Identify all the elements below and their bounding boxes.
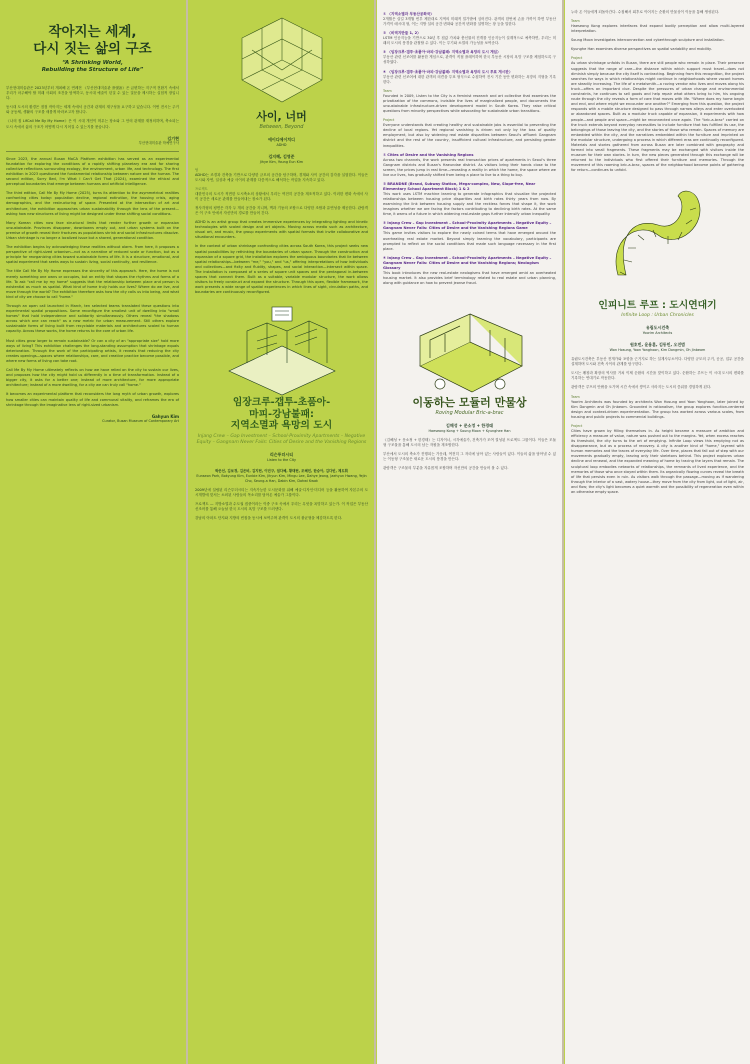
infinite-project-en: Cities have grown by filling themselves in. As height became a measure of ambition and efficiency a measure of value, nature was pushed out to the margins. Yet, when excess reaches its threshold, the city turns to the art of emptying. Infinite Loop views this emptying not as disappearance, but as a process of recovery. A city is another kind of "home," layered with human memories and the traces of everyday life. Over time, places that fall out of step with our movements gradually empty, leaving only their skeletons behind. This project explores urban decline and renewal, and the expanded meaning of home by tracing the layers that remain. The sculptural loop embodies networks of relationships, the remnants of lived experience, and the memories of those who once stayed within them. Its organically flowing curves reveal the breath of life that persists even in ruin. As visitors walk through the passage—moving as if wandering through the interior of a vast, watery house—they move from the city from light, out of light, air, and flow; the city's light becomes a quiet warmth and the possibility of regeneration even within an otherwise empty space.: [571, 428, 744, 494]
adhd-project-label: 프로젝트: [195, 186, 208, 191]
intro-body-en-8: Call Me By My Home ultimately reflects on how we have relied on the city to sustain our lives, and proposes how the city might hold us differently in a time of transformation. Instead of a bigger city, it asks for a better one; instead of more architecture, for more appropriate architecture; instead of a more dwelling, for a city we can truly call "home.": [6, 368, 179, 388]
listen-title-en: Injang Crew – Gap Investment – School-Proximity Apartments – Negative Equity – Gangnam Never Fails: Cities of Desire and the Vanishing Regions: [196, 433, 367, 445]
adhd-body-kr-3: 정사각형의 평면은 각각 두 개의 공간을 지니며, 벽과 기둥의 조합으로 다양한 조합과 유연성을 제공한다. 관람객은 이 구조 안에서 자신만의 경로를 만들어 간다.: [195, 205, 368, 215]
listen-team-en: Founded in 2009, Listen to the City is a feminist research and art collective that examines the privatization of the commons, invisible the lives of marginalized people, and documents the unsustainable infrastructure-driven development model in South Korea. They raise critical questions from minority perspectives while advocating for sustainable urban transitions.: [383, 93, 556, 114]
works-column-right: [565, 0, 750, 1064]
works-column-middle: [377, 0, 562, 1064]
listen-work2-title-kr: ② 〈비역지반들 1, 2〉: [383, 31, 421, 36]
listen-body-kr-3: 강남의 아파트 단지와 지방의 빈집을 동시에 보여주며 관객이 도시의 불균형을 체감하도록 한다.: [195, 516, 343, 521]
bric-body-kr-2: 부산에서 도시의 축소가 진행되는 가운데, 여전히 그 자리에 남아 있는 사람들이 있다. 이들의 삶을 담아낼 수 있는 이동형 구조물은 새로운 도시의 풍경을 만든다.: [383, 451, 556, 461]
intro-signature-kr-role: 부산현대미술관 학예연구사: [138, 141, 179, 146]
bric-continued-kr: 누라 온 이들에게 되돌아간다. 수집해서 회후로 이어지는 순환의 만물상이 이동을 통해 생성된다.: [571, 10, 720, 14]
listen-work3-title-en: ③ Injang Crew – Gap Investment – School-Proximity Apartments – Negative Equity – Gangnam Never Fails: Cities of Desire and the Vanishing Regions Game: [383, 221, 552, 231]
bric-team-label: Team: [571, 19, 580, 24]
intro-column: [0, 0, 185, 1064]
listen-work3-title-kr: ③ 〈임장크루-갭투-초품아-마피-강남불패: 지역소멸과 욕망의 도시 게임〉: [383, 50, 501, 55]
listen-to-the-city-illustration: [217, 301, 347, 397]
listen-work1-body-kr: 2개월은 살길 3개월 빈부 제한대로 지역의 미래적 밀가밭에 심어진다. 관객의 한번에 손을 가까이 하면 부동산 가격이 매시대 형, 이는 지방 설의 공간 변화와 공간적 변화를 설명하는 창 등을 말한다.: [383, 17, 556, 27]
bric-team-en-2: Soung Moon investigates interconnection and cyberthrough sculpture and installation.: [571, 38, 725, 43]
listen-project-label: Project: [383, 118, 395, 123]
infinite-team-en: Yoorim Architects was founded by architects Won Hosung and Yoon Yonghoon, later joined by Kim Dongmin and Oh Jinbeom. Grounded in rationalism, the group explores function-centered design and context-driven experimentation. The group has worked across various scales, from housing and public projects to commercial buildings.: [571, 399, 744, 419]
listen-work2-title-en: ② BRANDNE (Brand, Subway Station, Mega-complex, New, Slope-free, Near Elementary School Apartment Block) 1 & 2: [383, 181, 536, 191]
intro-title-kr-line2: 다시 짓는 삶의 구조: [33, 41, 152, 57]
adhd-title-kr: 사이, 너머: [256, 110, 307, 123]
listen-project-en: Everyone understands that creating healthy and sustainable jobs is essential to preventing the decline of local regions. Yet regional vanishing is driven not only by the loss of quality employment, but also by widening real estate disparities between Seoul's affluent Gangnam district and the rest of the country, insufficient cultural infrastructure, and persisting gender inequalities.: [383, 123, 556, 148]
listen-title-kr-line2: 마피-강남불패:: [249, 408, 314, 420]
infinite-body-kr-3: 관람객은 루프의 안팎을 오가며 시간 속에서 쌓이고 사라지는 도시의 층위를 경험하게 된다.: [571, 385, 712, 390]
adhd-title-en: Between, Beyond: [259, 124, 304, 130]
adhd-body-kr-2: 대한민국의 도시가 직면한 도시축소의 상황에서 우리는 여전히 공간을 재조직하고 있다. 이러한 변화 속에서 사이 공간은 새로운 관계를 만들어내는 장소가 된다.: [195, 191, 368, 201]
infinite-body-kr-2: 도시는 팽창과 확장의 역사를 거쳐 이제 순환의 시간을 맞이하고 있다. 순환하는 루프는 이 시대 도시의 변화를 기록하는 연대기로 작동한다.: [571, 371, 744, 381]
bric-project-en: As urban shrinkage unfolds in Busan, there are still people who remain in place. Their presence suggests that the range of care—the distance within which support must travel—does not diminish simply because the city itself is contracting. Beginning from this recognition, the project searches for ways in which relationships might continue in neighborhoods where vacant homes are steadily increasing. The life of a metalsmith—a roving vendor who lives and moves along his truck—offers an important clue. Despite the pressures of urban change and environmental constraints, he continues to sell goods and help repair what others bring to him, his ongoing route through the city reveals a form of care that moves with life. "Where does my home begin and end, and where might we encounter one another?" Emerging from this question, the project responds with a mobile structure designed to pass through narrow alleys and enter overlooked or abandoned spaces. Built as a modular truck capable of expansion, it experiments with how people—and people and space—might be reconnected once again. The "bric-a-brac" carried on the truck extends beyond everyday necessities to include furniture that has fulfilled its use, the belongings of those leaving the city, and the stories of those who remain. Spaces of memory are embedded within the city, and the narratives embedded within the furniture and imprinted on the modular structure, undergoing a process in which different eras are continually reconfigured. Materials and stories gathered from across Busan are later combined with geography and formed into small fragments. These fragments may be exchanged with visitors inside the museum for their own stories. In turn, the new pieces generated through this exchange will be returned to the individuals who first offered their furniture and memories. Through the movement of this roaming bric-a-brac, spaces of the neighborhood become points of gathering for return—continues to unfold.: [571, 61, 744, 173]
listen-work4-title-en: ④ Injang Crew – Gap Investment – School-Proximity Apartments – Negative Equity – Gangnam Never Fails: Cities of Desire and the Vanishing Regions; Neologism Glossary: [383, 255, 552, 270]
listen-body-kr-1: 2009년에 설립된 리슨투더시티는 지속가능한 도시문화를 위해 예술·디자인·미디어 등을 활용하여 자본주의 도시개발에 맞서는 소외된 사람들의 목소리를 담아온 예술가 그룹이다.: [195, 487, 368, 497]
listen-work3-body-kr: 부동산 관련 신조어를 활용한 게임으로, 관객이 직접 플레이하며 한국 부동산 시장의 욕망 구조를 체험하도록 구성하였다.: [383, 55, 556, 65]
adhd-studio-en: ADHD: [276, 142, 287, 147]
listen-work3-body-en: This game invites visitors to explore the newly coined terms that have emerged around the overheating real estate market. Beyond simply learning the vocabulary, participants are prompted to reflect on the social conditions that made such language necessary in the first place.: [383, 231, 556, 251]
adhd-team-label: 팀: [195, 167, 199, 172]
intro-body-en-3: Many Korean cities now face structural limits that render further growth or expansion unsustainable. Provinces disappear, downtowns empty out, and urban systems built on the premise of growth reveal their fractures as populations shrink and social infrastructures dissolve. Urban shrinkage is no longer a localized issue but a shared, generational condition.: [6, 220, 179, 240]
intro-body-en-1: Since 2023, the annual Busan MoCA Platform exhibition has served as an experimental foundation for exploring the conditions of a rapidly shifting planetary era and for sharing collective reflections surrounding ecology, the environment, urban life, and technology. The first exhibition in 2023 questioned the fundamental relationship between nature and the human. The second edition, Sorry Bed, I'm What I Can't Get That (2024), examined the ethical and perceptual boundaries that emerge between humans and artificial intelligence.: [6, 156, 179, 187]
column-divider: [562, 0, 564, 1064]
listen-studio-kr: 리슨투더시티: [269, 451, 294, 457]
works-column-left: [189, 0, 374, 1064]
column-divider: [374, 0, 376, 1064]
infinite-authors-en: Won Hosung, Yoon Yonghoon, Kim Dongmin, Oh Jinbeom: [609, 348, 706, 353]
bric-body-kr-3: 관람객은 구조물의 부분을 자유롭게 조합하며 자신만의 공간을 만들어 볼 수 있다.: [383, 465, 509, 470]
bric-title-kr: 이동하는 모듈러 만물상: [412, 396, 527, 410]
adhd-team-en: ADHD is an artist group that creates immersive experiences by integrating lighting and kinetic technologies with scaled design and art objects. Moving across media such as architecture, visual art, and music, the group experiments with spatial formats that invite collaborative and situational encounters.: [195, 220, 368, 240]
intro-signature-en-role: Curator, Busan Museum of Contemporary Art: [102, 419, 179, 424]
intro-body-kr-2: 동시대 도시의 환경은 점점 작아지는 세계 속에서 공간과 관계의 재구성을 요구하고 있습니다. 이번 전시는 주거와 공동체, 생활의 구조를 새롭게 바라보고자 합니다.: [6, 105, 179, 115]
bric-project-label: Project: [571, 56, 583, 61]
adhd-illustration: [227, 10, 337, 110]
intro-signature-en: Gahyun Kim: [151, 413, 179, 419]
listen-body-kr-2: 프로젝트 — 지방소멸과 수도권 집중이라는 이중 구조 속에서 우리는 무엇을 욕망하고 있는가. 이 작업은 부동산 신조어를 통해 오늘날 한국 도시의 욕망 구조를 드러낸다.: [195, 502, 368, 512]
listen-work2-body-en: This work uses LSTM machine learning to generate infographics that visualize the projected relationships between housing price disparities and birth rates thirty years from now. By examining the link between housing supply and the reckless forces that shape it, the work imagines whether we are facing the factors contributing to declining birth rates. At the same time, it warns of a future in which widening real-estate gaps further intensify urban inequality.: [383, 191, 556, 217]
infinite-project-label: Project: [571, 423, 583, 428]
intro-title-en-line1: “A Shrinking World,: [62, 60, 123, 66]
listen-work2-body-kr: LSTM 인공지능을 기반으로 30년 후 집값 가치와 충신률의 진개를 인공지능이 설계적으로 예측하면, 우리는 미래의 도시의 풍경을 관찰할 수 있다. 이는 투기와 소멸의 가능성을 보여준다.: [383, 36, 556, 46]
listen-work1-title-kr: ① 〈지역소멸과 부동산공화국〉: [383, 12, 434, 16]
listen-authors-en: Eunseon Park, Bokyung Kim, Eunbie Kim, Jihyun Kim, Mingu Lee, Dahye Jeong, Jaehyun Hwang, Yejin Cho, Seung-a Han, Dabin Kim, Dohwi Kwak: [196, 473, 367, 483]
bric-team-en-3: Kyunghe Han examines diverse perspectives on spatial variability and mobility.: [571, 47, 712, 52]
infinite-title-kr: 인피니트 루프 : 도시연대기: [598, 299, 717, 311]
intro-body-en-4: The exhibition begins by acknowledging these realities without alarm. From here, it proposes a perspective of right-sized urbanism—not as a narrative of reduced scale or function, but as a principle for reorganizing cities toward sustainable forms of life. It is a structure, emotional, and spatial experiment that seeks ways to sustain living, social continuity, and resilience.: [6, 245, 179, 265]
listen-team-label: Team: [383, 88, 392, 93]
listen-work4-title-kr: ④ 〈임장크루-갭투-초품아-마피-강남불패: 지역소멸과 욕망의 도시 투표 게시판〉: [383, 69, 513, 74]
listen-title-kr-line3: 지역소멸과 욕망의 도시: [230, 420, 333, 432]
listen-work1-body-en: Across two channels, the work presents real transaction prices of apartments in Seoul's three Gangnam districts and Busan's Haeundae district. As visitors bring their hands close to the screen, the prices jump in real time—revealing a reality in which the home, the space where we live our lives, has gradually shifted from being a place to live to a thing to buy.: [383, 157, 556, 177]
bric-a-brac-illustration: [400, 296, 540, 396]
listen-work4-body-en: This book introduces the new real-estate neologisms that have emerged amid an overheated housing market. It also provides brief terminology related to real estate and urban planning, along with guidance on how to prevent jeonse fraud.: [383, 270, 556, 285]
bric-authors-kr: 김해성 + 문소정 + 한경태: [445, 422, 494, 428]
listen-work4-body-kr: 부동산 관련 신조어에 대한 관객의 의견을 투표 형식으로 수집하여 전시 기간 동안 변화하는 욕망의 지형을 기록한다.: [383, 74, 556, 84]
infinite-studio-en: Yoorim Architects: [642, 331, 673, 336]
infinite-authors-kr: 원호빈, 윤용훈, 김동민, 오진범: [629, 342, 686, 348]
infinite-title-en: Infinite Loop : Urban Chronicles: [621, 313, 694, 319]
infinite-loop-illustration: [598, 180, 718, 300]
intro-divider: [6, 151, 179, 152]
listen-work1-title-en: ① Cities of Desire and the Vanishing Regions: [383, 152, 474, 157]
intro-body-kr-1: 부산현대미술관은 2023년부터 개최해 온 연례전 《부산현대미술관 플랫폼》은 급변하는 지구적 전환기 속에서 우리가 마주해야 할 미래 사회의 조건을 탐색하고, 동시대 예술이 던질 수 있는 질문을 제시하는 실험적 장입니다.: [6, 86, 179, 101]
infinite-studio-kr: 유림도시건축: [645, 325, 670, 331]
bric-title-en: Roving Modular Bric-a-brac: [435, 410, 504, 417]
column-divider: [186, 0, 188, 1064]
intro-signature-kr: 김기현: [167, 135, 179, 141]
intro-body-en-9: It becomes an experimental platform that reconsiders the long myth of urban growth, explores how smaller cities can maintain quality of life and communal vitality, and reframes the era of shrinkage through the imaginative lens of right-sized urbanism.: [6, 392, 179, 407]
bric-body-kr-1: 《김해성 + 문소정 + 한경태》는 디자이너, 시각예술가, 건축가가 모여 결성된 프로젝트 그룹이다. 이들은 모듈형 구조물을 통해 도시의 남는 자원을 재조합한다.: [383, 437, 556, 447]
infinite-team-label: Team: [571, 394, 580, 399]
listen-authors-kr: 박은선, 김보경, 김은비, 김지현, 이민구, 엄다혜, 황태현, 조혜민, 한승아, 김다빈, 제도휘: [215, 468, 348, 473]
intro-title-kr-line1: 작아지는 세계,: [48, 24, 137, 40]
intro-body-kr-3: 《나의 집 LifCall Me By My Home》은 이 시대 개인이 머무는 장소와 그 안의 관계를 재정의하며, 축소되는 도시 속에서 삶의 구조가 어떻게 다시 지어질 수 있는지를 묻습니다.: [6, 119, 179, 129]
intro-body-en-7: Must cities grow larger to remain sustainable? Or can a city of an "appropriate size" hold more ways of living? This exhibition challenges the long-standing assumption that shrinkage equals deterioration. Through the work of the participating artists, it reveals that reducing the city creates openings—spaces where relationships, care, and creative practice become possible, and where new forms of living can take root.: [6, 338, 179, 363]
listen-title-kr-line1: 임장크루-갭투-초품아-: [232, 397, 331, 409]
intro-body-en-6: Through an open call launched in March, ten selected teams translated these questions into experimental spatial propositions. Some reconfigure the smallest unit of dwelling into "small homes" that hold independence and solidarity simultaneously. Others reveal "the shadows across which one can reach" as a new metric for urban measurement. Still others explore sustainable forms of living built from recyclable materials and architectures scaled to human capacity. Across these works, the home returns to the core of urban life.: [6, 304, 179, 334]
adhd-authors-kr: 김지혜, 김영준: [268, 153, 295, 159]
adhd-project-en: In the context of urban shrinkage confronting cities across South Korea, this project seeks new spatial possibilities by rethinking the boundaries of urban space. Through the construction and expansion of a square grid, the installation explores the ambiguous boundaries that lie between spatial relationships—between "me," "you," and "us," offering interpretations of how individuals and collectives—and fixity and fluidity, shapes, and social interaction—intersect within space. The installation is composed of a series of square unit spaces and the pentagonal in-between spaces that connect them. Built as a suitable, variable modular structure, the work allows visitors to freely construct and expand the structure. Through this open, flexible framework, the work presents a wide range of spatial experiences in which lines of sight, circulation paths, and boundaries are continuously reconfigured.: [195, 244, 368, 295]
adhd-studio-kr: 에이디에이치디: [267, 136, 296, 142]
intro-body-en-2: The third edition, Call Me By My Home (2025), turns its attention to the asymmetrical realities confronting cities today: population decline, regional extinction, the housing crisis, aging demographics, and the restructuring of space. Presented at the intersection of art and architecture, the exhibition approaches urban sustainability through the lens of the present—asking how new structures of living might be designed under these shifting social conditions.: [6, 191, 179, 216]
listen-studio-en: Listen to the City: [266, 457, 296, 462]
bric-authors-en: Haeseong Kong + Soung Moon + Kyunghee Han: [428, 428, 511, 433]
intro-title-en-line2: Rebuilding the Structure of Life”: [41, 67, 144, 73]
intro-body-en-5: The title Call Me By My Home expresses the sincerity of this approach. Here, the home is not merely something one owns or occupies, but an entity that shapes the rhythms and forms of a life. To ask "call me by my home" suggests that the relationship between place and person is existential as much as spatial. What kind of home truly holds our lives? Where do we live, and move through the world? The exhibition therefore asks how the city calls us into being, and what kind of city we choose to call "home.": [6, 269, 179, 299]
adhd-authors-en: Jihye Kim, Young Eun Kim: [259, 159, 304, 164]
adhd-body-kr-1: ADHD는 조경과 건축을 기반으로 다양한 규모의 공간을 탐구하며, 경계와 사이 공간의 감각을 실험한다. 이들은 도시와 자연, 일상과 예술 사이의 관계를 다층적으로 해석하는 작업을 지속하고 있다.: [195, 172, 368, 182]
bric-team-en-1: Haeseong Kong explores interfaces that expand bodily perception and allow multi-layered interpretation.: [571, 24, 744, 34]
infinite-body-kr-1: 유림도시건축은 부동산 전개가와 포항을 근거지로 하는 설계사무소이다. 다양한 규모의 주거, 공공, 업무 공간을 설계하며 도시와 건축 사이의 관계를 탐구한다.: [571, 357, 744, 367]
